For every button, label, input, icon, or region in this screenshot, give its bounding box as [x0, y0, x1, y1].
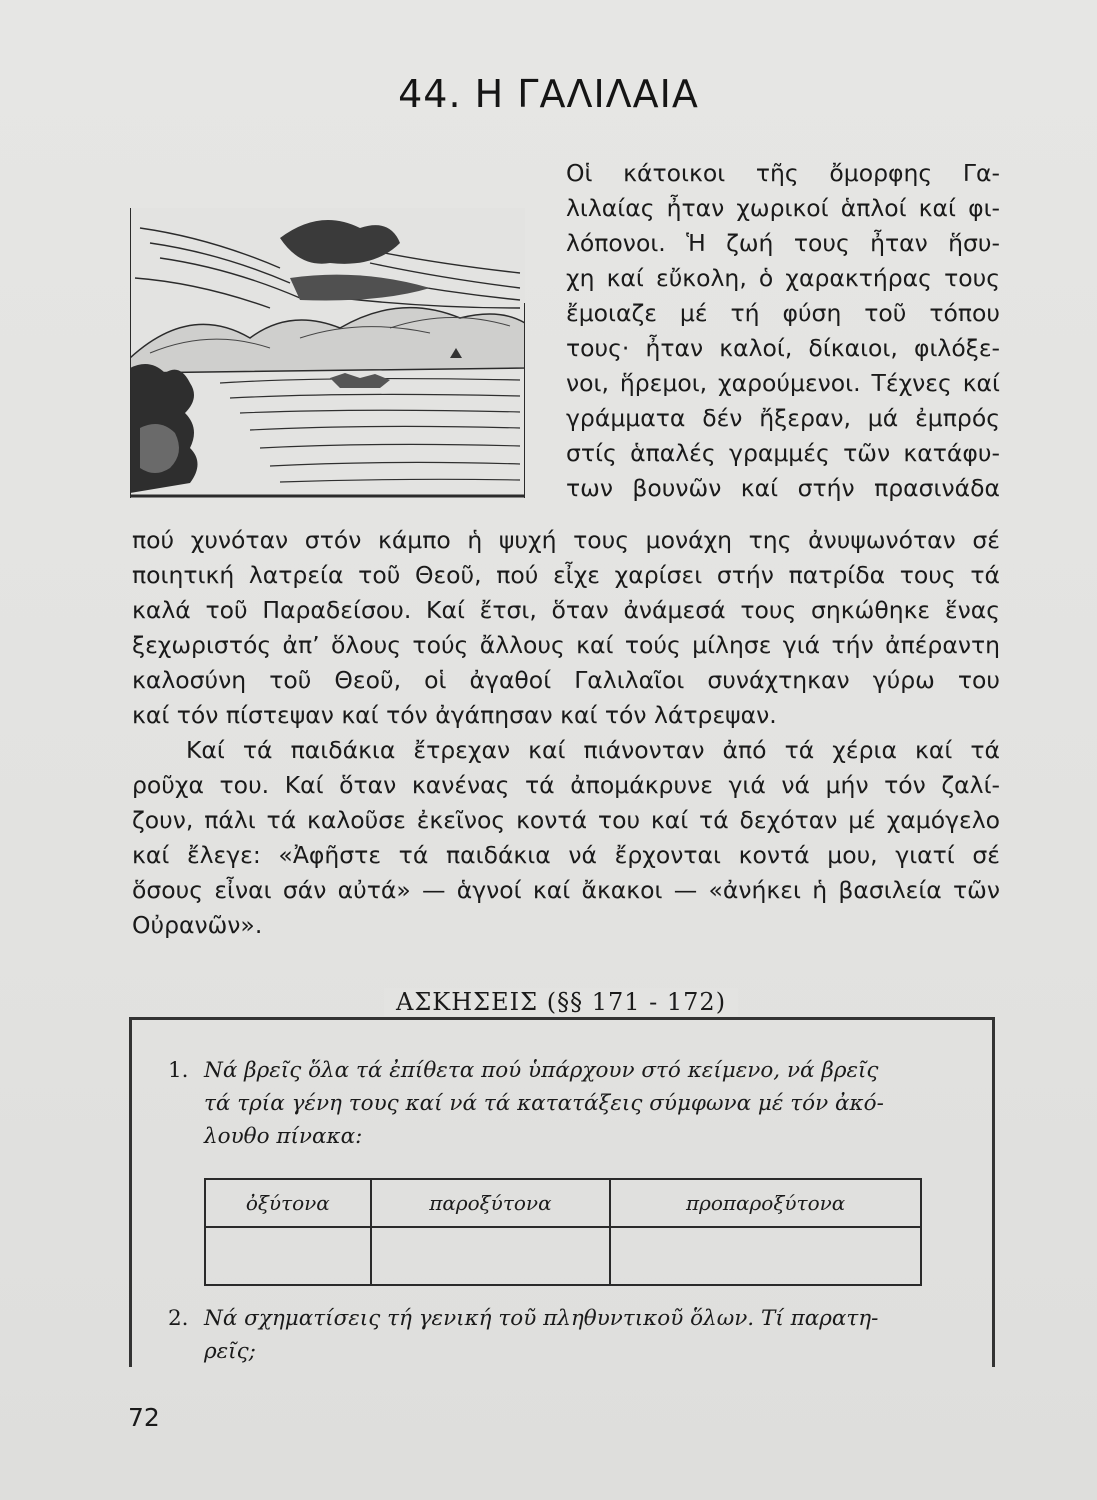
exercise-number: 2.: [168, 1306, 189, 1331]
exercise-line: Νά σχηματίσεις τή γενική τοῦ πληθυντικοῦ ὅλων. Τί παρατη-: [204, 1306, 879, 1331]
exercises-heading: ΑΣΚΗΣΕΙΣ (§§ 171 - 172): [384, 988, 738, 1016]
text-line: ζουν, πάλι τά καλοῦσε ἐκεῖνος κοντά του καί τά δεχόταν μέ χαμόγελο: [132, 806, 1000, 834]
text-line: χη καί εὔκολη, ὁ χαρακτήρας τους: [566, 264, 1000, 292]
page-number: 72: [128, 1403, 160, 1432]
paragraph-1: [566, 156, 1000, 506]
classification-table: [204, 1178, 922, 1286]
text-line: στίς ἁπαλές γραμμές τῶν κατάφυ-: [566, 439, 1000, 467]
text-line: πού χυνόταν στόν κάμπο ἡ ψυχή τους μονάχη της ἀνυψωνόταν σέ: [132, 526, 1000, 554]
exercise-line: Νά βρεῖς ὅλα τά ἐπίθετα πού ὑπάρχουν στό κείμενο, νά βρεῖς: [204, 1058, 879, 1083]
text-line: καί τόν πίστεψαν καί τόν ἀγάπησαν καί τόν λάτρεψαν.: [132, 701, 777, 729]
text-line: νοι, ἥρεμοι, χαρούμενοι. Τέχνες καί: [566, 369, 1000, 397]
text-line: λόπονοι. Ἡ ζωή τους ἦταν ἥσυ-: [566, 229, 1000, 257]
text-line: Οὐρανῶν».: [132, 911, 263, 939]
paragraph-2: [132, 523, 1000, 733]
text-line: ροῦχα του. Καί ὅταν κανένας τά ἀπομάκρυνε γιά νά μήν τόν ζαλί-: [132, 771, 1000, 799]
exercise-number: 1.: [168, 1058, 189, 1083]
table-header: ὀξύτονα: [205, 1179, 371, 1227]
exercise-line: ρεῖς;: [204, 1339, 256, 1364]
text-line: ξεχωριστός ἀπ’ ὅλους τούς ἄλλους καί τούς μίλησε γιά τήν ἀπέραντη: [132, 631, 1000, 659]
text-line: γράμματα δέν ἤξεραν, μά ἐμπρός: [566, 404, 1000, 432]
text-line: τους· ἦταν καλοί, δίκαιοι, φιλόξε-: [566, 334, 1000, 362]
text-line: ὅσους εἶναι σάν αὐτά» — ἁγνοί καί ἄκακοι — «ἀνήκει ἡ βασιλεία τῶν: [132, 876, 1000, 904]
text-line: Οἱ κάτοικοι τῆς ὄμορφης Γα-: [566, 159, 1000, 187]
text-line: καλά τοῦ Παραδείσου. Καί ἔτσι, ὅταν ἀνάμεσά τους σηκώθηκε ἕνας: [132, 596, 1000, 624]
table-cell[interactable]: [610, 1227, 921, 1285]
text-line: των βουνῶν καί στήν πρασινάδα: [566, 474, 1000, 502]
table-header: προπαροξύτονα: [610, 1179, 921, 1227]
paragraph-3: [132, 733, 1000, 943]
table-cell[interactable]: [371, 1227, 611, 1285]
table-cell[interactable]: [205, 1227, 371, 1285]
text-line: λιλαίας ἦταν χωρικοί ἁπλοί καί φι-: [566, 194, 1000, 222]
exercise-line: λουθο πίνακα:: [204, 1124, 363, 1149]
text-line: ἔμοιαζε μέ τή φύση τοῦ τόπου: [566, 299, 1000, 327]
text-line: καλοσύνη τοῦ Θεοῦ, οἱ ἀγαθοί Γαλιλαῖοι συνάχτηκαν γύρω του: [132, 666, 1000, 694]
text-line: ποιητική λατρεία τοῦ Θεοῦ, πού εἶχε χαρίσει στήν πατρίδα τους τά: [132, 561, 1000, 589]
table-header: παροξύτονα: [371, 1179, 611, 1227]
exercise-line: τά τρία γένη τους καί νά τά κατατάξεις σύμφωνα μέ τόν ἀκό-: [204, 1091, 884, 1116]
chapter-title: 44. Η ΓΑΛΙΛΑΙΑ: [398, 72, 699, 116]
text-line: Καί τά παιδάκια ἔτρεχαν καί πιάνονταν ἀπό τά χέρια καί τά: [186, 736, 1000, 764]
text-line: καί ἔλεγε: «Ἀφῆστε τά παιδάκια νά ἔρχονται κοντά μου, γιατί σέ: [132, 841, 1000, 869]
landscape-illustration-icon: [130, 208, 525, 498]
